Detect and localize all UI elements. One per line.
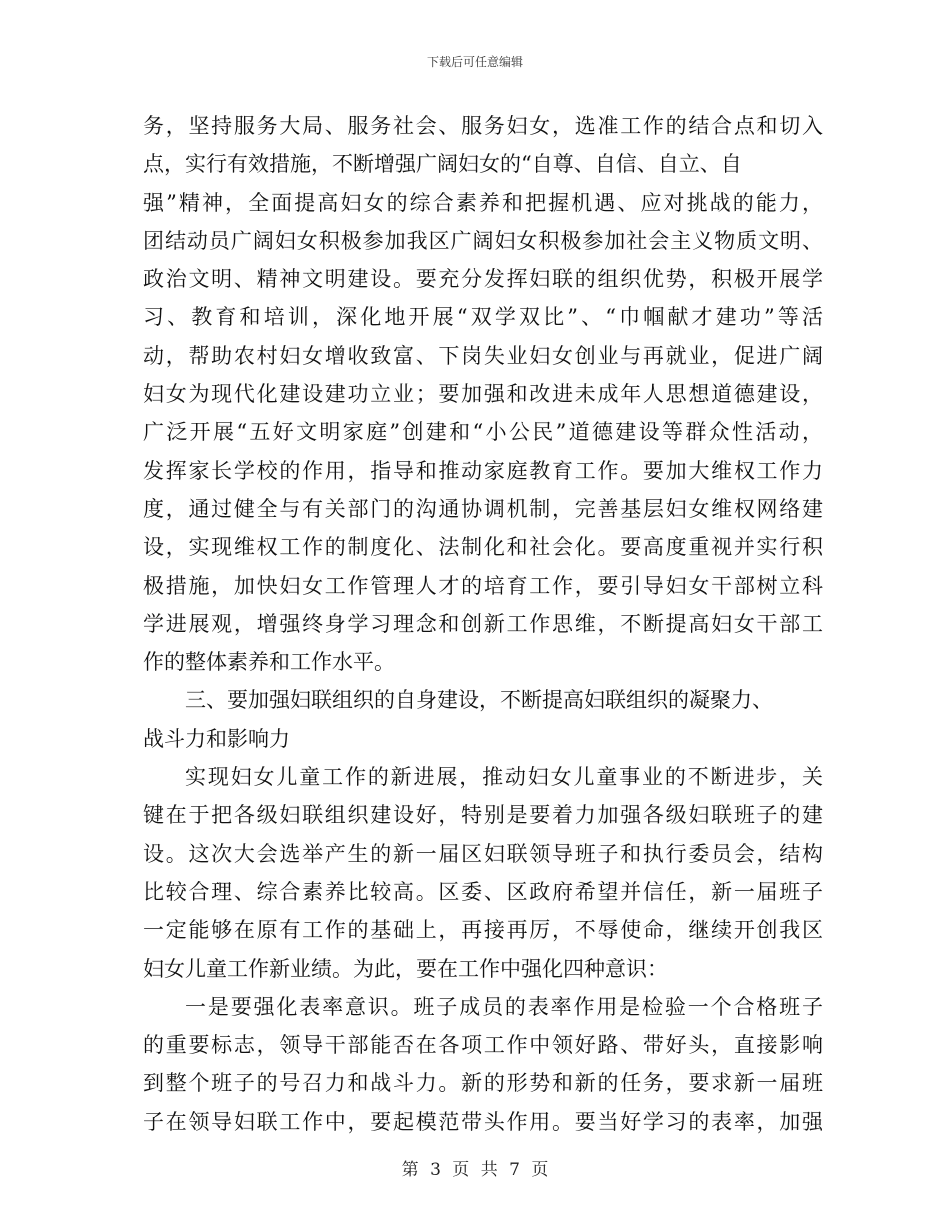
text-line: 键在于把各级妇联组织建设好，特别是要着力加强各级妇联班子的建: [143, 803, 823, 828]
text-line: 团结动员广阔妇女积极参加我区广阔妇女积极参加社会主义物质文明、: [143, 228, 823, 253]
page-number: 第 3 页 共 7 页: [401, 1160, 549, 1180]
download-edit-note: 下载后可任意编辑: [426, 55, 523, 69]
text-line: 强”精神，全面提高妇女的综合素养和把握机遇、应对挑战的能力，: [143, 190, 823, 215]
text-line: 务，坚持服务大局、服务社会、服务妇女，选准工作的结合点和切入: [143, 114, 823, 138]
text-line: 的重要标志，领导干部能否在各项工作中领好路、带好头，直接影响: [143, 1033, 823, 1058]
text-line: 动，帮助农村妇女增收致富、下岗失业妇女创业与再就业，促进广阔: [143, 343, 823, 368]
text-line: 设，实现维权工作的制度化、法制化和社会化。要高度重视并实行积: [143, 535, 823, 560]
text-line: 子在领导妇联工作中，要起模范带头作用。要当好学习的表率，加强: [143, 1109, 823, 1134]
text-line: 妇女儿童工作新业绩。为此，要在工作中强化四种意识：: [143, 956, 668, 981]
text-line: 实现妇女儿童工作的新进展，推动妇女儿童事业的不断进步，关: [185, 765, 823, 790]
text-line: 度，通过健全与有关部门的沟通协调机制，完善基层妇女维权网络建: [143, 496, 823, 521]
text-line: 设。这次大会选举产生的新一届区妇联领导班子和执行委员会，结构: [143, 841, 823, 866]
text-line: 政治文明、精神文明建设。要充分发挥妇联的组织优势，积极开展学: [143, 267, 823, 292]
text-line: 战斗力和影响力: [143, 726, 290, 751]
text-line: 比较合理、综合素养比较高。区委、区政府希望并信任，新一届班子: [143, 879, 823, 904]
text-line: 发挥家长学校的作用，指导和推动家庭教育工作。要加大维权工作力: [143, 458, 823, 483]
text-line: 一定能够在原有工作的基础上，再接再厉，不辱使命，继续开创我区: [143, 918, 823, 943]
text-line: 学进展观，增强终身学习理念和创新工作思维，不断提高妇女干部工: [143, 611, 823, 636]
text-line: 一是要强化表率意识。班子成员的表率作用是检验一个合格班子: [185, 994, 823, 1019]
document-body: [143, 107, 823, 1141]
text-line: 点，实行有效措施，不断增强广阔妇女的“自尊、自信、自立、自: [143, 152, 742, 177]
text-line: 作的整体素养和工作水平。: [143, 650, 395, 675]
text-line: 广泛开展“五好文明家庭”创建和“小公民”道德建设等群众性活动，: [143, 420, 823, 445]
text-line: 极措施，加快妇女工作管理人才的培育工作，要引导妇女干部树立科: [143, 573, 823, 598]
text-line: 妇女为现代化建设建功立业；要加强和改进未成年人思想道德建设，: [143, 382, 823, 407]
text-line: 习、教育和培训，深化地开展“双学双比”、“巾帼献才建功”等活: [143, 305, 823, 330]
text-line: 三、要加强妇联组织的自身建设，不断提高妇联组织的凝聚力、: [185, 688, 773, 713]
text-line: 到整个班子的号召力和战斗力。新的形势和新的任务，要求新一届班: [143, 1071, 823, 1096]
